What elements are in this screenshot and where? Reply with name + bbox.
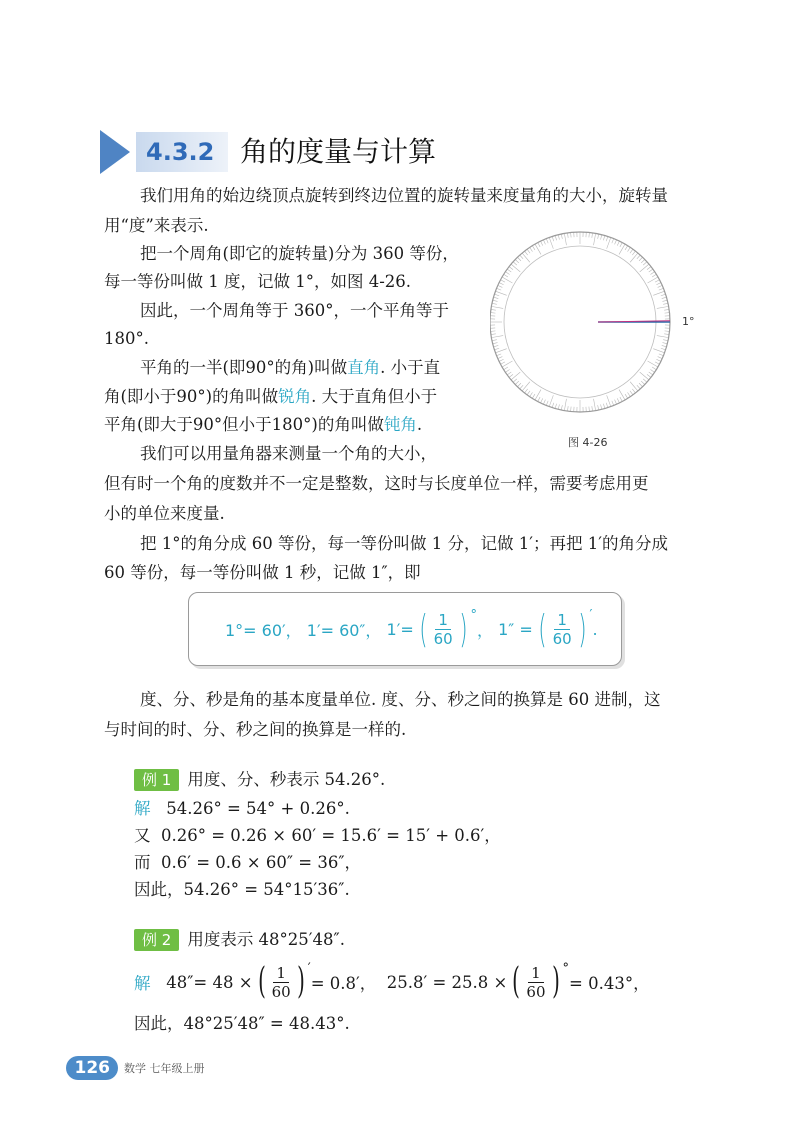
protractor-tick: [525, 389, 528, 393]
protractor-tick: [505, 272, 509, 275]
protractor-tick: [612, 401, 614, 406]
protractor-tick: [511, 264, 520, 272]
protractor-tick: [607, 395, 611, 406]
protractor-tick: [564, 399, 566, 411]
protractor-tick: [571, 232, 572, 237]
fraction: ( $\frac{1}{60}$ ): [538, 607, 587, 651]
protractor-tick: [507, 372, 511, 375]
formula-part: 1″ =: [498, 619, 533, 639]
solution-text: 25.8′ = 25.8 ×: [386, 972, 508, 992]
degree-symbol: °: [562, 960, 570, 976]
solution-text: = 0.43°，: [569, 974, 650, 993]
fraction-denominator: 60: [271, 982, 291, 1001]
protractor-tick: [640, 264, 649, 272]
protractor-tick: [619, 244, 625, 254]
protractor-tick: [650, 370, 654, 373]
solution-text: 48″= 48 ×: [166, 972, 253, 992]
protractor-tick: [606, 236, 608, 241]
fraction: ( $\frac{1}{60}$ ): [257, 961, 305, 1002]
protractor-tick: [620, 397, 622, 401]
protractor-tick: [594, 233, 596, 245]
protractor-tick: [598, 405, 599, 410]
protractor-tick: [492, 303, 497, 304]
protractor-tick: [522, 382, 530, 391]
protractor-tick: [664, 334, 669, 335]
example-1-line: [134, 824, 501, 848]
protractor-tick: [498, 285, 503, 287]
paragraph-line: [104, 385, 437, 409]
protractor-tick: [535, 390, 541, 400]
protractor-tick: [538, 243, 540, 247]
protractor-tick: [657, 306, 669, 308]
protractor-tick: [494, 294, 499, 296]
protractor-tick: [630, 249, 633, 253]
protractor-tick: [630, 391, 633, 395]
protractor-tick: [520, 385, 523, 389]
protractor-tick: [606, 403, 608, 408]
protractor-tick: [662, 345, 667, 346]
protractor-tick: [558, 235, 559, 240]
protractor-tick: [490, 331, 495, 332]
protractor-tick: [532, 246, 535, 250]
protractor-tick: [655, 280, 659, 282]
fraction-numerator: 1: [435, 611, 451, 630]
protractor-tick: [501, 280, 505, 282]
paragraph-line: [104, 413, 422, 437]
section-number: 4.3.2: [136, 132, 228, 172]
fraction-denominator: 60: [433, 629, 453, 648]
protractor-tick: [648, 361, 658, 367]
protractor-tick: [643, 262, 647, 265]
protractor-tick: [517, 257, 520, 261]
protractor-tick: [541, 241, 543, 245]
formula-part: ，: [476, 620, 493, 640]
fraction-denominator: 60: [552, 629, 572, 648]
protractor-tick: [520, 255, 523, 259]
paragraph-line: 我们可以用量角器来测量一个角的大小，: [140, 444, 437, 463]
protractor-tick: [656, 283, 660, 285]
protractor-tick: [515, 259, 519, 262]
heading-triangle-icon: [100, 130, 130, 174]
protractor-tick: [493, 300, 498, 301]
formula-part: 1′= 60″，: [306, 620, 382, 640]
protractor-tick: [659, 354, 664, 356]
example-1-badge: 例 1: [134, 769, 179, 791]
protractor-tick: [653, 349, 664, 353]
protractor-tick: [630, 253, 638, 262]
protractor-tick: [567, 233, 568, 238]
protractor-tick: [494, 348, 499, 350]
protractor-tick: [662, 300, 667, 301]
protractor-tick: [617, 398, 619, 402]
protractor-tick: [498, 357, 503, 359]
protractor-tick: [665, 331, 670, 332]
protractor-tick: [517, 383, 520, 387]
solution-label: 解: [134, 974, 151, 993]
protractor-tick: [647, 267, 651, 270]
degree-symbol: °: [470, 607, 477, 623]
protractor-tick: [499, 283, 503, 285]
protractor-tick: [567, 406, 568, 411]
protractor-tick: [493, 297, 498, 298]
paragraph-line: 把 1°的角分成 60 等份，每一等份叫做 1 分，记做 1′；再把 1′的角分成: [140, 534, 668, 553]
protractor-tick: [564, 233, 566, 245]
protractor-tick: [657, 336, 669, 338]
protractor-tick: [649, 372, 653, 375]
protractor-tick: [504, 274, 508, 277]
page-number: 126: [66, 1056, 118, 1080]
term-right-angle: 直角: [347, 358, 381, 377]
protractor-tick: [509, 267, 513, 270]
protractor-tick: [661, 348, 666, 350]
figure-angle-label: 1°: [682, 315, 695, 328]
protractor-tick: [601, 235, 602, 240]
fraction: ( $\frac{1}{60}$ ): [419, 607, 468, 651]
protractor-tick: [491, 309, 496, 310]
protractor-tick: [589, 232, 590, 237]
fraction: ( $\frac{1}{60}$ ): [512, 961, 560, 1002]
paragraph-line: 因此，一个周角等于 360°，一个平角等于: [140, 301, 449, 320]
protractor-tick: [640, 372, 649, 380]
protractor-tick: [625, 246, 628, 250]
protractor-tick: [658, 285, 663, 287]
example-1-line: [134, 797, 350, 821]
protractor-tick: [652, 367, 656, 370]
protractor-tick: [615, 400, 617, 405]
paragraph-line: 把一个周角(即它的旋转量)分为 360 等份，: [140, 244, 459, 263]
text-span: . 大于直角但小于: [311, 387, 438, 406]
paragraph-line: 度、分、秒是角的基本度量单位. 度、分、秒之间的换算是 60 进制，这: [140, 690, 661, 709]
protractor-tick: [641, 259, 645, 262]
protractor-tick: [511, 372, 520, 380]
protractor-tick: [513, 379, 517, 382]
example-1-line: [134, 851, 361, 875]
protractor-tick: [653, 291, 664, 295]
paragraph-line: 60 等份，每一等份叫做 1 秒，记做 1″，即: [104, 563, 421, 582]
paragraph-line: 用“度”来表示.: [104, 216, 209, 235]
protractor-tick: [515, 381, 519, 384]
solution-text: 0.26° = 0.26 × 60′ = 15.6′ = 15′ + 0.6′，: [161, 826, 501, 845]
protractor-tick: [650, 272, 654, 275]
protractor-tick: [491, 306, 503, 308]
text-span: 角(即小于90°)的角叫做: [104, 387, 279, 406]
protractor-tick: [504, 367, 508, 370]
formula-box: [188, 592, 622, 666]
protractor-tick: [663, 303, 668, 304]
paragraph-line: 180°.: [104, 329, 149, 348]
protractor-tick: [558, 404, 559, 409]
solution-text: 0.6′ = 0.6 × 60″ = 36″，: [161, 853, 361, 872]
protractor-tick: [513, 262, 517, 265]
protractor-tick: [502, 361, 512, 367]
protractor-tick: [493, 343, 498, 344]
protractor-tick: [552, 236, 554, 241]
fraction-numerator: 1: [273, 964, 289, 983]
protractor-tick: [662, 343, 667, 344]
protractor-tick: [546, 401, 548, 406]
protractor-tick: [491, 336, 503, 338]
protractor-tick: [491, 334, 496, 335]
protractor-tick: [603, 235, 604, 240]
protractor-tick: [601, 404, 602, 409]
text-span: .: [416, 415, 423, 434]
protractor-tick: [664, 309, 669, 310]
protractor-tick: [652, 274, 656, 277]
protractor-tick: [490, 313, 495, 314]
protractor-tick: [502, 277, 512, 283]
protractor-tick: [530, 392, 533, 396]
text-span: 平角(即大于90°但小于180°)的角叫做: [104, 415, 384, 434]
protractor-tick: [541, 398, 543, 402]
section-heading: [100, 130, 700, 174]
protractor-tick: [549, 395, 553, 406]
protractor-tick: [499, 359, 503, 361]
protractor-tick: [530, 247, 533, 251]
solution-label: 解: [134, 799, 151, 818]
protractor-tick: [648, 277, 658, 283]
footer-book-title: 数学 七年级上册: [124, 1062, 205, 1075]
protractor-tick: [628, 247, 631, 251]
protractor-tick: [603, 404, 604, 409]
minute-symbol: ′: [307, 960, 311, 976]
term-acute-angle: 锐角: [278, 387, 312, 406]
example-2-line: 因此，48°25′48″ = 48.43°.: [134, 1014, 350, 1033]
protractor-tick: [659, 288, 664, 290]
protractor-tick: [656, 359, 660, 361]
protractor-tick: [594, 399, 596, 411]
protractor-tick: [497, 354, 502, 356]
protractor-tick: [492, 340, 497, 341]
protractor-tick: [643, 379, 647, 382]
protractor-tick: [632, 389, 635, 393]
protractor-tick: [662, 297, 667, 298]
figure-caption: 图 4-26: [568, 436, 608, 449]
protractor-tick: [598, 234, 599, 239]
protractor-tick: [555, 235, 556, 240]
fraction-numerator: 1: [528, 964, 544, 983]
paragraph-line: 每一等份叫做 1 度，记做 1°，如图 4-26.: [104, 272, 412, 291]
protractor-tick: [612, 239, 614, 244]
protractor-tick: [592, 233, 593, 238]
text-span: . 小于直: [380, 358, 441, 377]
protractor-tick: [571, 407, 572, 412]
protractor-tick: [649, 269, 653, 272]
protractor-tick: [561, 405, 562, 410]
solution-text: 54.26° = 54° + 0.26°.: [166, 799, 350, 818]
example-1-prompt: [134, 768, 385, 792]
formula-part: 1°= 60′，: [225, 620, 302, 640]
protractor-tick: [615, 240, 617, 245]
protractor-tick: [625, 394, 628, 398]
protractor-tick: [617, 241, 619, 245]
protractor-tick: [607, 237, 611, 248]
protractor-tick: [637, 385, 640, 389]
protractor-tick: [497, 288, 502, 290]
protractor-tick: [535, 244, 541, 254]
protractor-tick: [532, 394, 535, 398]
protractor-tick: [522, 253, 530, 262]
fraction-denominator: 60: [526, 982, 546, 1001]
section-title: 角的度量与计算: [240, 135, 437, 168]
formula-part: .: [592, 619, 598, 639]
solution-text: = 0.8′，: [310, 974, 377, 993]
paragraph-line: 但有时一个角的度数并不一定是整数，这时与长度单位一样，需要考虑用更: [104, 474, 649, 493]
protractor-tick: [628, 392, 631, 396]
protractor-tick: [658, 357, 663, 359]
protractor-tick: [538, 397, 540, 401]
protractor-tick: [507, 269, 511, 272]
paragraph-line: [140, 356, 440, 380]
example-1-line: 因此，54.26° = 54°15′36″.: [134, 880, 350, 899]
protractor-tick: [655, 362, 659, 364]
paragraph-line: 小的单位来度量.: [104, 504, 225, 523]
example-2-text: 用度表示 48°25′48″.: [187, 930, 345, 949]
protractor-tick: [543, 240, 545, 245]
protractor-tick: [552, 403, 554, 408]
protractor-tick: [630, 382, 638, 391]
protractor-tick: [665, 313, 670, 314]
solution-prefix: 又: [134, 826, 151, 845]
protractor-tick: [527, 249, 530, 253]
text-span: 平角的一半(即90°的角)叫做: [140, 358, 348, 377]
solution-prefix: 而: [134, 853, 151, 872]
protractor-tick: [632, 251, 635, 255]
minute-symbol: ′: [589, 607, 593, 623]
fraction-numerator: 1: [554, 611, 570, 630]
protractor-tick: [647, 374, 651, 377]
protractor-tick: [501, 362, 505, 364]
protractor-figure: [490, 226, 720, 426]
protractor-tick: [561, 234, 562, 239]
paragraph-line: 与时间的时、分、秒之间的换算是一样的.: [104, 720, 407, 739]
protractor-tick: [493, 345, 498, 346]
protractor-tick: [663, 340, 668, 341]
protractor-tick: [505, 370, 509, 373]
protractor-tick: [589, 407, 590, 412]
protractor-tick: [619, 390, 625, 400]
protractor-tick: [637, 255, 640, 259]
protractor-tick: [546, 239, 548, 244]
example-2-line: [134, 958, 650, 1006]
protractor-tick: [509, 374, 513, 377]
example-2-prompt: [134, 928, 345, 952]
paragraph-line: 我们用角的始边绕顶点旋转到终边位置的旋转量来度量角的大小，旋转量: [140, 186, 668, 205]
protractor-tick: [525, 251, 528, 255]
example-1-text: 用度、分、秒表示 54.26°.: [187, 770, 386, 789]
protractor-tick: [495, 291, 506, 295]
example-2-badge: 例 2: [134, 929, 179, 951]
protractor-tick: [661, 294, 666, 296]
protractor-tick: [549, 237, 553, 248]
protractor-tick: [592, 406, 593, 411]
protractor-tick: [620, 243, 622, 247]
protractor-tick: [555, 404, 556, 409]
protractor-tick: [639, 383, 642, 387]
formula-part: 1′=: [386, 619, 414, 639]
protractor-tick: [527, 391, 530, 395]
term-obtuse-angle: 钝角: [383, 415, 417, 434]
protractor-tick: [495, 349, 506, 353]
protractor-tick: [641, 381, 645, 384]
unit-conversion-formula: [225, 605, 598, 653]
protractor-tick: [543, 400, 545, 405]
protractor-tick: [639, 257, 642, 261]
